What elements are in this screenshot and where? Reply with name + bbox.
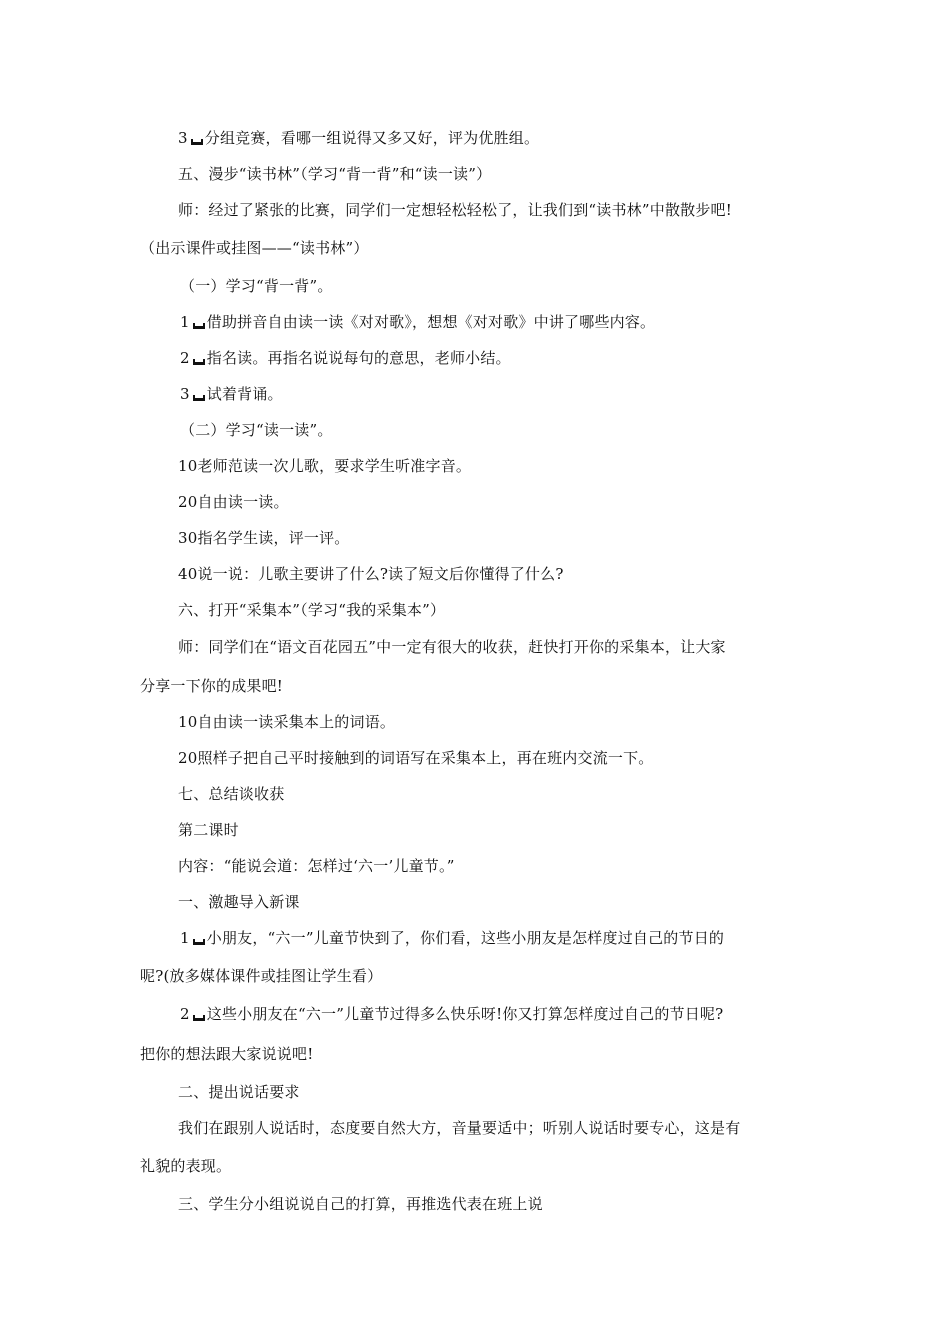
section-heading [178,892,300,912]
list-marker-icon [193,939,205,945]
line-text: 小朋友，“六一”儿童节快到了，你们看，这些小朋友是怎样度过自己的节日的 [206,929,725,947]
text-line [140,676,283,696]
line-text: 师：同学们在“语文百花园五”中一定有很大的收获，赶快打开你的采集本，让大家 [178,638,726,656]
list-marker-icon [193,1015,205,1021]
list-marker-icon [193,395,205,401]
line-text: 我们在跟别人说话时，态度要自然大方，音量要适中；听别人说话时要专心，这是有 [178,1119,741,1137]
line-text: 试着背诵。 [206,385,283,403]
text-line [178,528,350,548]
line-text: 六、打开“采集本”（学习“我的采集本”） [178,601,446,619]
text-line [178,492,289,512]
text-line [140,1156,231,1176]
text-line [178,128,539,148]
text-line [180,928,724,948]
section-heading [178,1194,543,1214]
list-marker-icon [193,359,205,365]
subsection-heading [180,420,333,440]
line-text: 指名读。再指名说说每句的意思，老师小结。 [206,349,511,367]
line-text: 40说一说：儿歌主要讲了什么?读了短文后你懂得了什么? [178,565,564,583]
text-line [140,238,369,258]
text-line [140,1044,313,1064]
line-text: 五、漫步“读书林”（学习“背一背”和“读一读”） [178,165,492,183]
line-text: 七、总结谈收获 [178,785,285,803]
section-heading [178,600,445,620]
line-text: 师：经过了紧张的比赛，同学们一定想轻松轻松了，让我们到“读书林”中散散步吧! [178,201,732,219]
line-text: 分享一下你的成果吧! [140,677,284,695]
line-text: （出示课件或挂图——“读书林”） [140,239,369,257]
text-line [180,1004,723,1024]
text-line [180,348,511,368]
text-line [178,712,395,732]
line-text: 20自由读一读。 [178,493,289,511]
line-text: 呢?(放多媒体课件或挂图让学生看） [140,967,383,985]
text-line [178,748,654,768]
line-text: 20照样子把自己平时接触到的词语写在采集本上，再在班内交流一下。 [178,749,654,767]
text-line [180,384,283,404]
line-text: 这些小朋友在“六一”儿童节过得多么快乐呀!你又打算怎样度过自己的节日呢? [206,1005,724,1023]
lesson-heading [178,820,239,840]
item-number: 2 [180,1005,190,1023]
line-text: 10老师范读一次儿歌，要求学生听准字音。 [178,457,472,475]
text-line [180,312,655,332]
section-heading [178,164,491,184]
list-marker-icon [193,323,205,329]
line-text: （二）学习“读一读”。 [180,421,333,439]
text-line [178,564,564,584]
item-number: 2 [180,349,190,367]
line-text: （一）学习“背一背”。 [180,277,333,295]
subsection-heading [180,276,333,296]
line-text: 礼貌的表现。 [140,1157,232,1175]
line-text: 内容：“能说会道：怎样过‘六一’儿童节。” [178,857,455,875]
line-text: 分组竞赛，看哪一组说得又多又好，评为优胜组。 [204,129,540,147]
line-text: 三、学生分小组说说自己的打算，再推选代表在班上说 [178,1195,543,1213]
line-text: 一、激趣导入新课 [178,893,300,911]
text-line [178,856,455,876]
item-number: 3 [178,129,188,147]
section-heading [178,784,284,804]
item-number: 1 [180,313,190,331]
line-text: 第二课时 [178,821,239,839]
text-line [140,966,382,986]
line-text: 把你的想法跟大家说说吧! [140,1045,314,1063]
text-line [178,456,471,476]
line-text: 30指名学生读，评一评。 [178,529,350,547]
item-number: 3 [180,385,190,403]
line-text: 借助拼音自由读一读《对对歌》，想想《对对歌》中讲了哪些内容。 [206,313,656,331]
list-marker-icon [191,139,203,145]
line-text: 10自由读一读采集本上的词语。 [178,713,396,731]
text-line [178,200,732,220]
text-line [178,1118,740,1138]
section-heading [178,1082,300,1102]
item-number: 1 [180,929,190,947]
line-text: 二、提出说话要求 [178,1083,300,1101]
text-line [178,637,726,657]
